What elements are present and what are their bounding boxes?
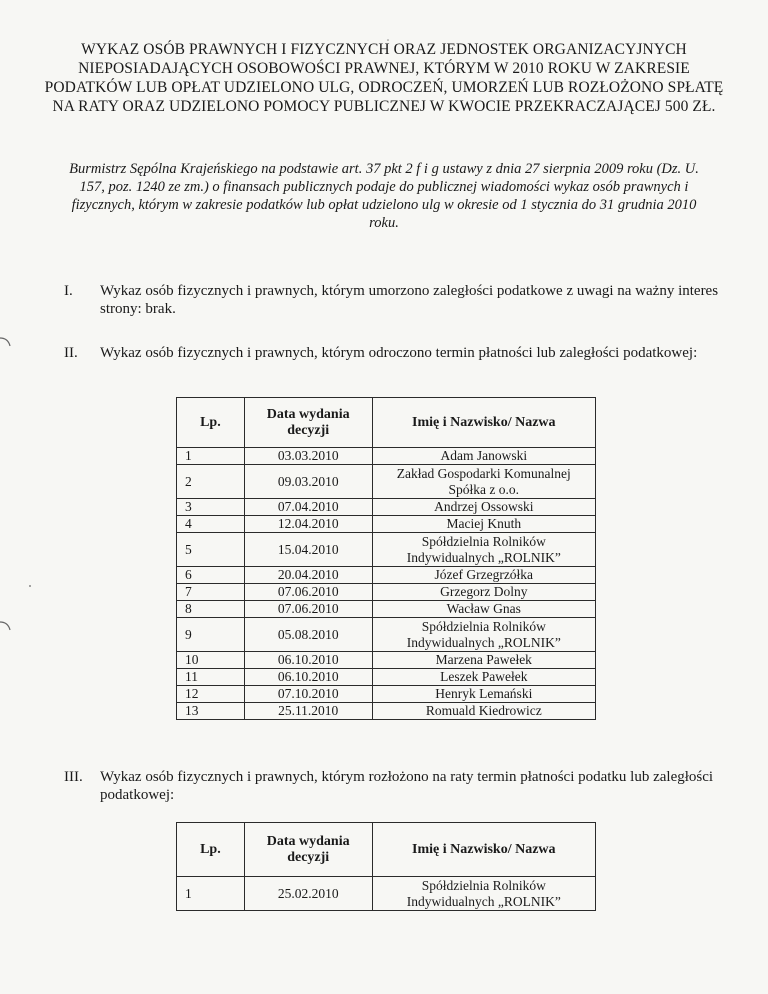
cell-lp: 4 [177, 516, 245, 533]
section-number: I. [64, 283, 73, 299]
cell-name: Zakład Gospodarki Komunalnej Spółka z o.o. [372, 465, 595, 499]
cell-lp: 1 [177, 877, 245, 911]
cell-name: Grzegorz Dolny [372, 584, 595, 601]
cell-lp: 12 [177, 686, 245, 703]
cell-lp: 9 [177, 618, 245, 652]
cell-lp: 10 [177, 652, 245, 669]
header-date: Data wydania decyzji [244, 823, 372, 877]
cell-name: Henryk Lemański [372, 686, 595, 703]
cell-lp: 7 [177, 584, 245, 601]
table-header-row [177, 398, 596, 448]
header-name: Imię i Nazwisko/ Nazwa [372, 823, 595, 877]
cell-date: 06.10.2010 [244, 652, 372, 669]
section-3 [64, 768, 724, 804]
cell-name: Wacław Gnas [372, 601, 595, 618]
section-text: Wykaz osób fizycznych i prawnych, którym rozłożono na raty termin płatności podatku lub zaległości podatkowej: [100, 769, 714, 803]
section-1 [64, 282, 724, 318]
header-lp: Lp. [177, 398, 245, 448]
cell-lp: 3 [177, 499, 245, 516]
cell-date: 07.04.2010 [244, 499, 372, 516]
section-2 [64, 344, 724, 362]
table-row [177, 601, 596, 618]
table-row [177, 499, 596, 516]
cell-date: 03.03.2010 [244, 448, 372, 465]
table-row [177, 686, 596, 703]
cell-date: 07.06.2010 [244, 601, 372, 618]
cell-lp: 6 [177, 567, 245, 584]
table-header-row [177, 823, 596, 877]
cell-name: Marzena Pawełek [372, 652, 595, 669]
document-title: WYKAZ OSÓB PRAWNYCH I FIZYCZNYCH ORAZ JEDNOSTEK ORGANIZACYJNYCH NIEPOSIADAJĄCYCH OSOBOWOŚCI PRAWNEJ, KTÓRYM W 2010 ROKU W ZAKRESIE PODATKÓW LUB OPŁAT UDZIELONO ULG, ODROCZEŃ, UMORZEŃ LUB ROZŁOŻONO SPŁATĘ NA RATY ORAZ UDZIELONO POMOCY PUBLICZNEJ W KWOCIE PRZEKRACZAJĄCEJ 500 ZŁ. [44, 41, 724, 115]
cell-lp: 2 [177, 465, 245, 499]
cell-name: Maciej Knuth [372, 516, 595, 533]
table-row [177, 533, 596, 567]
table-row [177, 669, 596, 686]
intro-paragraph: Burmistrz Sępólna Krajeńskiego na podstawie art. 37 pkt 2 f i g ustawy z dnia 27 sierpnia 2009 roku (Dz. U. 157, poz. 1240 ze zm.) o finansach publicznych podaje do publicznej wiadomości wykaz osób prawnych i fizycznych, którym w zakresie podatków lub opłat udzielono ulg w okresie od 1 stycznia do 31 grudnia 2010 roku. [69, 161, 699, 231]
header-name: Imię i Nazwisko/ Nazwa [372, 398, 595, 448]
cell-name: Leszek Pawełek [372, 669, 595, 686]
table-row [177, 584, 596, 601]
table-row [177, 877, 596, 911]
cell-date: 20.04.2010 [244, 567, 372, 584]
section-text: Wykaz osób fizycznych i prawnych, którym umorzono zaległości podatkowe z uwagi na ważny interes strony: brak. [100, 283, 719, 317]
cell-date: 12.04.2010 [244, 516, 372, 533]
section-number: II. [64, 345, 78, 361]
cell-name: Józef Grzegrzółka [372, 567, 595, 584]
table-row [177, 567, 596, 584]
cell-name: Spółdzielnia Rolników Indywidualnych „ROLNIK” [372, 618, 595, 652]
cell-lp: 1 [177, 448, 245, 465]
table-row [177, 652, 596, 669]
cell-name: Adam Janowski [372, 448, 595, 465]
cell-name: Spółdzielnia Rolników Indywidualnych „ROLNIK” [372, 877, 595, 911]
table-row [177, 618, 596, 652]
table-odroczenia [176, 397, 596, 720]
header-lp: Lp. [177, 823, 245, 877]
table-row [177, 448, 596, 465]
section-number: III. [64, 769, 83, 785]
cell-name: Andrzej Ossowski [372, 499, 595, 516]
table-row [177, 516, 596, 533]
cell-date: 07.06.2010 [244, 584, 372, 601]
table-raty [176, 822, 596, 911]
cell-name: Spółdzielnia Rolników Indywidualnych „ROLNIK” [372, 533, 595, 567]
cell-date: 25.02.2010 [244, 877, 372, 911]
cell-date: 07.10.2010 [244, 686, 372, 703]
table-row [177, 465, 596, 499]
cell-date: 25.11.2010 [244, 703, 372, 720]
header-date: Data wydania decyzji [244, 398, 372, 448]
cell-date: 15.04.2010 [244, 533, 372, 567]
cell-name: Romuald Kiedrowicz [372, 703, 595, 720]
cell-lp: 13 [177, 703, 245, 720]
section-text: Wykaz osób fizycznych i prawnych, którym odroczono termin płatności lub zaległości podatkowej: [100, 345, 698, 361]
cell-date: 09.03.2010 [244, 465, 372, 499]
cell-lp: 5 [177, 533, 245, 567]
cell-date: 05.08.2010 [244, 618, 372, 652]
cell-lp: 11 [177, 669, 245, 686]
cell-lp: 8 [177, 601, 245, 618]
cell-date: 06.10.2010 [244, 669, 372, 686]
table-row [177, 703, 596, 720]
